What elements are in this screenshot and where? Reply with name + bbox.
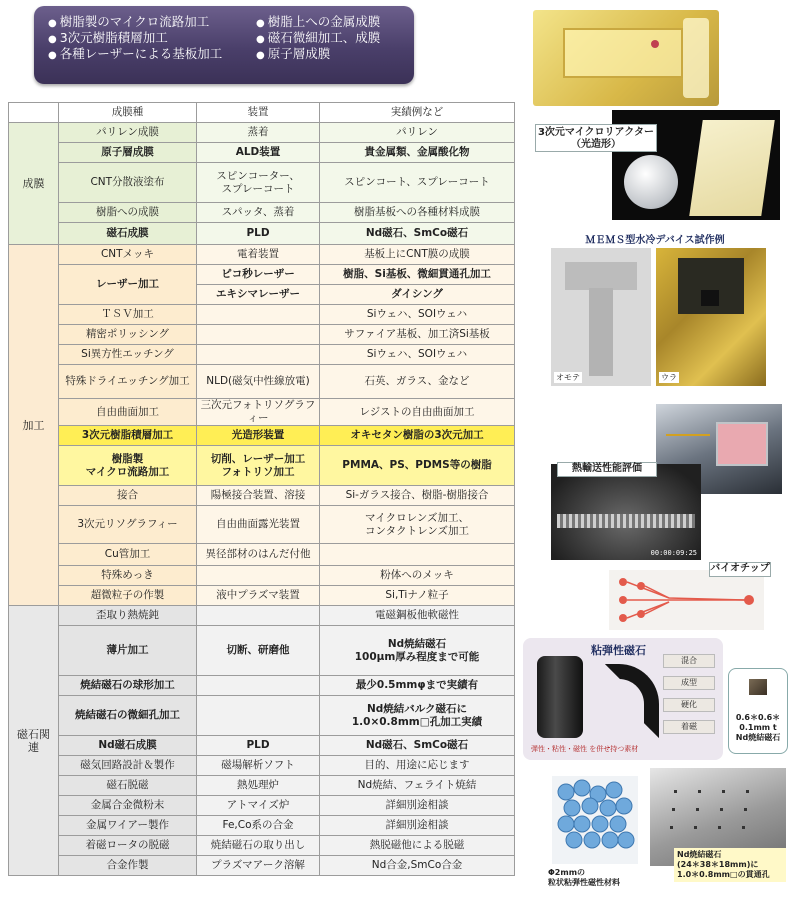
equipment: プラズマアーク溶解 bbox=[197, 856, 320, 876]
equipment: アトマイズ炉 bbox=[197, 796, 320, 816]
table-row bbox=[9, 446, 515, 486]
equipment: 三次元フォトリソグラフィー bbox=[197, 399, 320, 426]
equipment bbox=[197, 325, 320, 345]
example: スピンコート、スプレーコート bbox=[320, 163, 515, 203]
equipment bbox=[197, 345, 320, 365]
example: マイクロレンズ加工、 コンタクトレンズ加工 bbox=[320, 506, 515, 544]
example: 石英、ガラス、金など bbox=[320, 365, 515, 399]
process-name: 特殊ドライエッチング加工 bbox=[59, 365, 197, 399]
process-name: パリレン成膜 bbox=[59, 123, 197, 143]
equipment: ピコ秒レーザー bbox=[197, 265, 320, 285]
equipment: 熱処理炉 bbox=[197, 776, 320, 796]
example: 電磁鋼板他軟磁性 bbox=[320, 606, 515, 626]
process-step: 着磁 bbox=[663, 720, 715, 734]
process-name: CNTメッキ bbox=[59, 245, 197, 265]
magnetic-balls-photo bbox=[552, 776, 638, 864]
table-row bbox=[9, 345, 515, 365]
equipment: 切断、研磨他 bbox=[197, 626, 320, 676]
example: Si,Tiナノ粒子 bbox=[320, 586, 515, 606]
process-name: 焼結磁石の球形加工 bbox=[59, 676, 197, 696]
process-name: ＴＳＶ加工 bbox=[59, 305, 197, 325]
mems-front-photo bbox=[551, 248, 651, 386]
equipment: スパッタ、蒸着 bbox=[197, 203, 320, 223]
table-row bbox=[9, 544, 515, 566]
header-examples: 実績例など bbox=[320, 103, 515, 123]
process-name: 歪取り熱焼鈍 bbox=[59, 606, 197, 626]
equipment: 蒸着 bbox=[197, 123, 320, 143]
equipment: 陽極接合装置、溶接 bbox=[197, 486, 320, 506]
balls-drawing bbox=[552, 776, 638, 864]
equipment: 焼結磁石の取り出し bbox=[197, 836, 320, 856]
example: 貴金属類、金属酸化物 bbox=[320, 143, 515, 163]
mems-back-photo bbox=[656, 248, 766, 386]
resin-chip-photo bbox=[533, 10, 719, 106]
biochip-drawing bbox=[609, 570, 764, 630]
table-row bbox=[9, 566, 515, 586]
example: Nd焼結バルク磁石に 1.0×0.8mm□孔加工実績 bbox=[320, 696, 515, 736]
equipment: 異径部材のはんだ付他 bbox=[197, 544, 320, 566]
example: パリレン bbox=[320, 123, 515, 143]
process-name: 原子層成膜 bbox=[59, 143, 197, 163]
table-row bbox=[9, 325, 515, 345]
table-row bbox=[9, 365, 515, 399]
table-row bbox=[9, 796, 515, 816]
category-seimaku: 成膜 bbox=[9, 123, 59, 245]
banner-item: ● 磁石微細加工、成膜 bbox=[256, 30, 400, 46]
biochip-caption: バイオチップ bbox=[709, 562, 771, 577]
example: 樹脂基板への各種材料成膜 bbox=[320, 203, 515, 223]
equipment bbox=[197, 566, 320, 586]
equipment: PLD bbox=[197, 223, 320, 245]
thermal-video-photo bbox=[551, 464, 701, 560]
process-name: レーザー加工 bbox=[59, 265, 197, 305]
small-magnet-caption: 0.6＊0.6＊ 0.1mm t Nd焼結磁石 bbox=[735, 713, 781, 742]
table-row bbox=[9, 123, 515, 143]
example: Nd合金,SmCo合金 bbox=[320, 856, 515, 876]
equipment: 電着装置 bbox=[197, 245, 320, 265]
equipment: 自由曲面露光装置 bbox=[197, 506, 320, 544]
equipment bbox=[197, 606, 320, 626]
process-name: 精密ポリッシング bbox=[59, 325, 197, 345]
table-row bbox=[9, 305, 515, 325]
magnet-panel bbox=[523, 638, 723, 760]
category-kakou: 加工 bbox=[9, 245, 59, 606]
table-row bbox=[9, 626, 515, 676]
process-step: 硬化 bbox=[663, 698, 715, 712]
process-name: 焼結磁石の微細孔加工 bbox=[59, 696, 197, 736]
process-name: 磁石脱磁 bbox=[59, 776, 197, 796]
process-flow bbox=[663, 654, 715, 734]
equipment bbox=[197, 305, 320, 325]
table-row bbox=[9, 586, 515, 606]
process-name: CNT分散液塗布 bbox=[59, 163, 197, 203]
process-name: Cu管加工 bbox=[59, 544, 197, 566]
process-name: 接合 bbox=[59, 486, 197, 506]
example: PMMA、PS、PDMS等の樹脂 bbox=[320, 446, 515, 486]
banner-item: ● 樹脂上への金属成膜 bbox=[256, 14, 400, 30]
balls-caption: Φ2mmの 粒状粘弾性磁性材料 bbox=[548, 868, 620, 887]
equipment: PLD bbox=[197, 736, 320, 756]
table-row bbox=[9, 506, 515, 544]
header-equipment: 装置 bbox=[197, 103, 320, 123]
process-name: 樹脂製 マイクロ流路加工 bbox=[59, 446, 197, 486]
capabilities-banner bbox=[34, 6, 414, 84]
ura-label: ウラ bbox=[661, 373, 677, 382]
process-name: 磁石成膜 bbox=[59, 223, 197, 245]
banner-item: ● 3次元樹脂積層加工 bbox=[48, 30, 256, 46]
process-step: 混合 bbox=[663, 654, 715, 668]
equipment: 液中プラズマ装置 bbox=[197, 586, 320, 606]
example: Siウェハ、SOIウェハ bbox=[320, 305, 515, 325]
equipment: Fe,Co系の合金 bbox=[197, 816, 320, 836]
category-jiseki: 磁石関連 bbox=[9, 606, 59, 876]
equipment: スピンコーター、 スプレーコート bbox=[197, 163, 320, 203]
capabilities-table bbox=[8, 102, 515, 876]
process-name: 金属ワイアー製作 bbox=[59, 816, 197, 836]
process-name: 特殊めっき bbox=[59, 566, 197, 586]
example: レジストの自由曲面加工 bbox=[320, 399, 515, 426]
table-row bbox=[9, 856, 515, 876]
process-name: 自由曲面加工 bbox=[59, 399, 197, 426]
equipment: 磁場解析ソフト bbox=[197, 756, 320, 776]
process-name: 合金作製 bbox=[59, 856, 197, 876]
header-type: 成膜種 bbox=[59, 103, 197, 123]
process-name: 薄片加工 bbox=[59, 626, 197, 676]
table-row bbox=[9, 756, 515, 776]
banner-item: ● 各種レーザーによる基板加工 bbox=[48, 46, 256, 62]
example: オキセタン樹脂の3次元加工 bbox=[320, 426, 515, 446]
process-name: Nd磁石成膜 bbox=[59, 736, 197, 756]
banner-item: ● 樹脂製のマイクロ流路加工 bbox=[48, 14, 256, 30]
equipment: 光造形装置 bbox=[197, 426, 320, 446]
table-row bbox=[9, 163, 515, 203]
process-name: 金属合金微粉末 bbox=[59, 796, 197, 816]
heat-title: 熱輸送性能評価 bbox=[557, 462, 657, 477]
table-row bbox=[9, 399, 515, 426]
header-blank bbox=[9, 103, 59, 123]
example: 粉体へのメッキ bbox=[320, 566, 515, 586]
example bbox=[320, 544, 515, 566]
table-row bbox=[9, 836, 515, 856]
example: 基板上にCNT膜の成膜 bbox=[320, 245, 515, 265]
equipment bbox=[197, 696, 320, 736]
video-timestamp: 00:00:09:25 bbox=[650, 549, 697, 557]
process-name: 磁気回路設計＆製作 bbox=[59, 756, 197, 776]
table-row bbox=[9, 606, 515, 626]
example: 目的、用途に応じます bbox=[320, 756, 515, 776]
equipment: NLD(磁気中性線放電) bbox=[197, 365, 320, 399]
example: 詳細別途相談 bbox=[320, 796, 515, 816]
omote-label: オモテ bbox=[556, 373, 580, 382]
example: ダイシング bbox=[320, 285, 515, 305]
process-name: 超微粒子の作製 bbox=[59, 586, 197, 606]
small-magnet-box bbox=[728, 668, 788, 754]
magnet-title: 粘弾性磁石 bbox=[591, 644, 646, 657]
example: Nd焼結、フェライト焼結 bbox=[320, 776, 515, 796]
magnet-note: 弾性・粘性・磁性 を併せ持つ素材 bbox=[531, 745, 639, 753]
table-row bbox=[9, 203, 515, 223]
table-row bbox=[9, 143, 515, 163]
example: Nd焼結磁石 100μm厚み程度まで可能 bbox=[320, 626, 515, 676]
process-name: 3次元リソグラフィー bbox=[59, 506, 197, 544]
table-row bbox=[9, 696, 515, 736]
table-row bbox=[9, 736, 515, 756]
table-row bbox=[9, 776, 515, 796]
block-caption: Nd焼結磁石 (24＊38＊18mm)に 1.0＊0.8mm□の貫通孔 bbox=[674, 848, 786, 882]
example: 樹脂、Si基板、微細貫通孔加工 bbox=[320, 265, 515, 285]
example: 熱脱磁他による脱磁 bbox=[320, 836, 515, 856]
process-name: 着磁ロータの脱磁 bbox=[59, 836, 197, 856]
example: 詳細別途相談 bbox=[320, 816, 515, 836]
table-row bbox=[9, 486, 515, 506]
example: Si-ガラス接合、樹脂-樹脂接合 bbox=[320, 486, 515, 506]
table-row bbox=[9, 265, 515, 285]
example: サファイア基板、加工済Si基板 bbox=[320, 325, 515, 345]
example: 最少0.5mmφまで実績有 bbox=[320, 676, 515, 696]
process-name: 樹脂への成膜 bbox=[59, 203, 197, 223]
equipment: エキシマレーザー bbox=[197, 285, 320, 305]
biochip-photo bbox=[609, 570, 764, 630]
equipment: ALD装置 bbox=[197, 143, 320, 163]
equipment: 切削、レーザー加工 フォトリソ加工 bbox=[197, 446, 320, 486]
example: Siウェハ、SOIウェハ bbox=[320, 345, 515, 365]
table-row bbox=[9, 816, 515, 836]
example: Nd磁石、SmCo磁石 bbox=[320, 736, 515, 756]
table-row bbox=[9, 245, 515, 265]
mems-title: ＭＥＭＳ型水冷デバイス試作例 bbox=[585, 235, 725, 246]
reactor-caption: 3次元マイクロリアクター （光造形） bbox=[535, 124, 657, 152]
table-row bbox=[9, 426, 515, 446]
example: Nd磁石、SmCo磁石 bbox=[320, 223, 515, 245]
process-step: 成型 bbox=[663, 676, 715, 690]
banner-item: ● 原子層成膜 bbox=[256, 46, 400, 62]
table-row bbox=[9, 223, 515, 245]
equipment bbox=[197, 676, 320, 696]
process-name: Si異方性エッチング bbox=[59, 345, 197, 365]
process-name: 3次元樹脂積層加工 bbox=[59, 426, 197, 446]
table-header-row bbox=[9, 103, 515, 123]
table-row bbox=[9, 676, 515, 696]
